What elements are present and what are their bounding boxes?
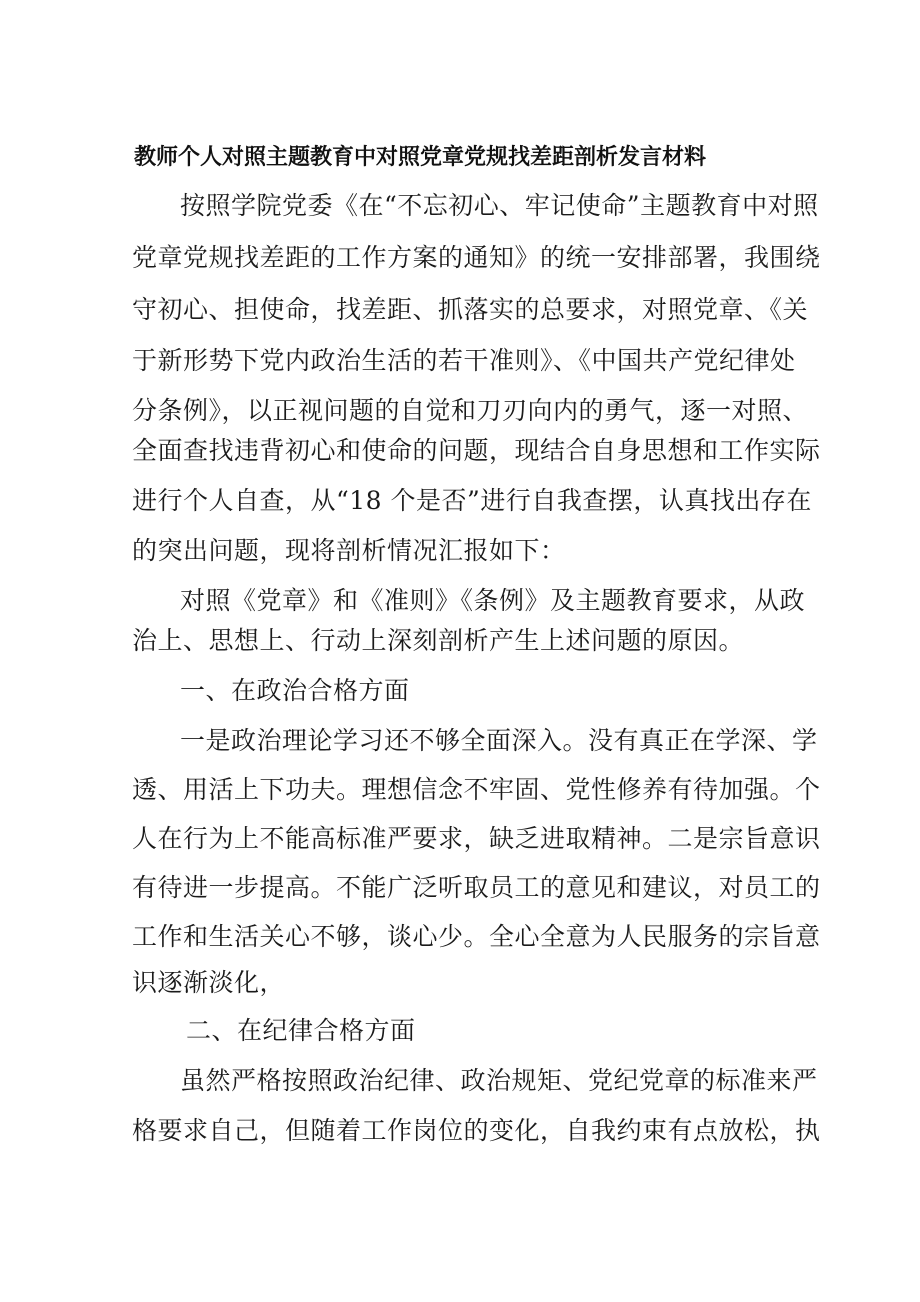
- section1-line: 工作和生活关心不够，谈心少。全心全意为人民服务的宗旨意: [132, 922, 821, 951]
- intro-line: 于新形势下党内政治生活的若干准则》、《中国共产党纪律处: [132, 346, 796, 375]
- document-title: 教师个人对照主题教育中对照党章党规找差距剖析发言材料: [134, 145, 707, 170]
- intro-line: 守初心、担使命，找差距、抓落实的总要求，对照党章、《关: [132, 295, 809, 324]
- section1-line: 有待进一步提高。不能广泛听取员工的意见和建议，对员工的: [132, 873, 821, 902]
- section1-line: 识逐渐淡化，: [132, 968, 286, 997]
- section-heading: 一、在政治合格方面: [180, 676, 410, 705]
- section2-line: 虽然严格按照政治纪律、政治规矩、党纪党章的标准来严: [180, 1066, 818, 1095]
- section1-line: 透、用活上下功夫。理想信念不牢固、党性修养有待加强。个: [132, 775, 821, 804]
- section2-line: 格要求自己，但随着工作岗位的变化，自我约束有点放松，执: [132, 1116, 821, 1145]
- intro-line: 分条例》，以正视问题的自觉和刀刃向内的勇气，逐一对照、: [132, 396, 809, 425]
- summary-line: 对照《党章》和《准则》《条例》及主题教育要求，从政: [180, 586, 806, 615]
- section1-line: 一是政治理论学习还不够全面深入。没有真正在学深、学: [180, 726, 818, 755]
- intro-line: 进行个人自查，从“18 个是否”进行自我查摆，认真找出存在: [132, 486, 812, 515]
- section1-line: 人在行为上不能高标准严要求，缺乏进取精神。二是宗旨意识: [132, 824, 821, 853]
- intro-line: 全面查找违背初心和使命的问题，现结合自身思想和工作实际: [132, 436, 821, 465]
- summary-line: 治上、思想上、行动上深刻剖析产生上述问题的原因。: [132, 626, 745, 655]
- intro-line: 的突出问题，现将剖析情况汇报如下：: [132, 536, 566, 565]
- intro-line: 按照学院党委《在“不忘初心、牢记使命”主题教育中对照: [180, 191, 819, 220]
- section-heading: 二、在纪律合格方面: [186, 1016, 416, 1045]
- intro-line: 党章党规找差距的工作方案的通知》的统一安排部署，我围绕: [132, 243, 821, 272]
